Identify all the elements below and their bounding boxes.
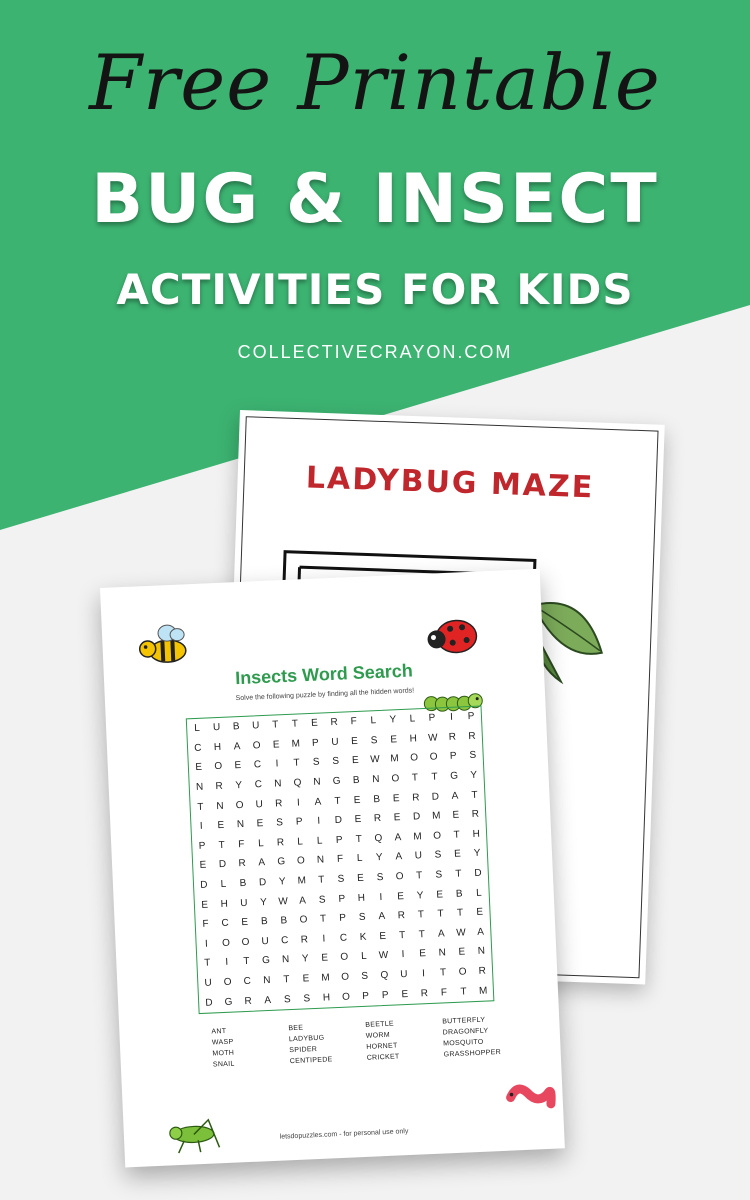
grid-cell: G [261,955,271,967]
grid-cell: U [261,935,270,948]
grid-cell: T [272,719,279,731]
grid-cell: C [243,975,252,988]
grid-cell: B [455,888,463,900]
grid-cell: A [437,928,445,940]
grid-cell: P [339,912,347,925]
grid-cell: P [311,737,319,749]
grid-cell: O [409,752,419,765]
footer-text: letsdopuzzles.com - for personal use only [279,1128,409,1141]
grid-cell: P [467,711,475,723]
word-item: BEETLE [365,1020,395,1029]
grid-cell: E [452,809,460,822]
grid-cell: E [201,899,209,911]
grid-cell: S [283,993,291,1006]
grid-cell: E [321,952,329,965]
grid-cell: D [431,791,440,803]
grid-cell: B [260,916,268,928]
grid-cell: E [350,735,359,748]
grid-cell: E [379,930,387,943]
grid-cell: R [274,797,283,810]
grid-cell: A [394,831,402,844]
grid-cell: T [334,795,341,807]
grid-cell: L [257,837,264,850]
grid-cell: E [195,762,203,774]
grid-cell: R [276,837,285,849]
grid-cell: D [334,814,343,827]
word-search-grid [186,705,495,1014]
grid-cell: L [220,878,227,891]
grid-cell: B [239,877,247,890]
grid-cell: E [217,820,225,832]
word-column [442,1015,513,1058]
grid-cell: T [439,967,447,979]
grid-cell: W [427,732,438,744]
grid-cell: T [203,958,211,970]
grid-cell: U [255,798,264,811]
grid-cell: R [478,965,487,977]
grid-cell: U [414,850,423,863]
grid-cell: C [280,935,289,947]
grid-cell: O [296,855,306,868]
grid-cell: N [438,947,447,960]
grid-cell: O [395,871,404,883]
maze-title: LADYBUG MAZE [305,460,595,506]
grid-cell: T [453,829,460,841]
grid-cell: E [436,889,444,901]
word-item: CENTIPEDE [289,1056,333,1066]
grid-cell: L [316,835,323,847]
grid-cell: N [313,776,321,788]
word-item: GRASSHOPPER [443,1048,502,1059]
grid-cell: T [398,929,406,942]
grid-cell: T [437,908,444,920]
grid-cell: E [458,946,466,959]
grid-cell: N [477,946,486,958]
grid-cell: N [316,854,325,867]
grid-cell: B [280,915,288,927]
grid-cell: R [397,910,406,922]
grid-cell: N [281,954,290,966]
grid-cell: Y [259,896,268,908]
grid-cell: S [376,872,384,884]
grid-cell: T [415,870,423,882]
ladybug-icon [423,612,480,659]
word-item: BUTTERFLY [442,1016,486,1026]
grid-cell: S [358,912,366,924]
grid-cell: U [240,897,248,909]
grid-cell: Y [470,769,478,782]
grid-cell: M [291,738,301,750]
grasshopper-icon [163,1113,225,1156]
grid-cell: R [244,995,253,1007]
grid-cell: A [378,911,386,923]
site-url: COLLECTIVECRAYON.COM [237,342,513,362]
grid-cell: M [413,831,422,843]
grid-cell: F [350,716,357,728]
word-item: HORNET [366,1042,398,1051]
grid-cell: A [476,926,485,938]
grid-cell: M [297,875,307,887]
grid-cell: W [378,950,389,962]
grid-cell: L [360,951,367,963]
grid-cell: T [291,718,299,731]
grid-cell: E [476,906,484,919]
grid-cell: B [352,774,360,787]
grid-cell: S [276,817,284,829]
grid-cell: E [302,973,310,985]
script-title: Free Printable [89,38,661,127]
grid-cell: R [300,934,309,946]
word-item: CRICKET [366,1053,400,1062]
word-column [365,1019,436,1062]
grid-cell: U [212,722,221,734]
grid-cell: T [318,874,325,886]
grid-cell: D [205,997,213,1009]
grid-cell: O [299,914,308,926]
grid-cell: G [450,770,459,782]
grid-cell: D [412,811,421,823]
grid-cell: B [232,721,240,733]
grid-cell: R [471,808,480,821]
grid-cell: N [216,800,224,812]
grid-cell: E [401,988,409,1000]
word-item: SNAIL [212,1060,235,1069]
grid-cell: A [299,895,307,907]
grid-cell: S [312,757,320,769]
grid-cell: G [277,856,286,869]
grid-cell: L [194,723,201,735]
grid-cell: I [379,891,383,903]
grid-cell: U [331,736,339,748]
grid-cell: S [361,970,369,983]
grid-cell: H [322,992,331,1004]
grid-cell: T [418,929,426,941]
grid-cell: A [264,994,272,1006]
grid-cell: E [241,917,249,929]
grid-cell: O [432,830,442,842]
grid-cell: T [411,772,419,784]
grid-cell: T [417,909,425,921]
grid-cell: Y [375,852,383,864]
grid-cell: O [235,799,244,811]
grid-cell: L [356,853,363,865]
grid-cell: E [356,872,365,885]
grid-cell: R [468,730,476,742]
grid-cell: C [221,918,229,930]
grid-cell: E [199,860,207,872]
grid-cell: N [236,819,245,831]
word-column [288,1022,359,1065]
grid-cell: O [341,971,350,983]
grid-cell: G [224,996,233,1008]
word-item: BEE [288,1024,304,1033]
grid-cell: I [199,821,203,833]
grid-cell: T [456,907,464,920]
grid-cell: H [220,898,229,910]
word-search-page [100,569,565,1168]
grid-cell: Q [293,777,302,789]
grid-cell: U [251,720,260,732]
grid-cell: S [469,750,477,762]
grid-cell: C [194,742,202,754]
grid-cell: A [314,796,322,808]
grid-cell: A [451,790,459,802]
word-item: DRAGONFLY [442,1027,489,1037]
grid-cell: E [256,818,264,830]
grid-cell: R [330,717,338,729]
grid-cell: M [390,753,399,765]
grid-cell: D [474,867,482,880]
grid-cell: T [197,801,204,813]
grid-cell: I [449,712,454,724]
grid-cell: R [411,791,420,804]
grid-cell: E [310,717,319,730]
grid-cell: E [354,814,362,826]
main-title: BUG & INSECT [91,160,659,239]
grid-cell: E [351,755,359,767]
grid-cell: Y [473,848,481,860]
grid-cell: O [340,952,349,964]
grid-cell: S [303,992,311,1005]
bee-icon [132,622,194,670]
grid-cell: T [471,789,478,801]
grid-cell: O [221,937,231,949]
grid-cell: N [371,774,380,786]
grid-cell: R [420,987,429,1000]
grid-cell: T [319,913,327,926]
grid-cell: E [272,739,280,751]
grid-cell: T [455,868,462,880]
grid-cell: G [332,775,341,788]
grid-cell: T [283,974,290,986]
grid-cell: P [428,712,436,725]
grid-cell: M [431,810,441,823]
grid-cell: I [401,949,405,961]
grid-cell: H [213,741,222,754]
grid-cell: S [370,734,378,747]
grid-cell: Y [416,889,424,902]
grid-cell: P [295,816,303,828]
grid-cell: H [472,828,481,840]
grid-cell: A [258,857,266,869]
word-item: ANT [211,1027,227,1036]
word-item: SPIDER [289,1045,318,1055]
grid-cell: N [195,781,204,794]
grid-cell: L [370,715,377,727]
grid-cell: O [341,991,351,1003]
grid-cell: T [293,757,300,770]
grid-cell: L [297,836,304,848]
grid-cell: T [243,956,250,968]
grid-cell: P [335,834,343,846]
grid-cell: O [223,976,232,989]
grid-cell: H [357,892,366,904]
grid-cell: M [478,985,488,997]
grid-cell: S [434,849,442,862]
grid-cell: O [241,936,250,949]
grid-cell: S [332,756,340,768]
grid-cell: F [202,918,209,931]
grid-cell: O [458,966,467,978]
grid-cell: T [218,839,226,851]
grid-cell: R [448,731,457,743]
subtitle: ACTIVITIES FOR KIDS [116,265,634,314]
grid-cell: I [322,933,326,945]
grid-cell: C [339,932,348,944]
grid-cell: D [200,879,208,891]
grid-cell: I [317,815,321,828]
grid-cell: Q [374,832,383,845]
grid-cell: D [258,877,267,889]
word-item: MOSQUITO [443,1038,484,1048]
word-item: WORM [365,1031,391,1040]
worm-icon [502,1074,559,1116]
grid-cell: I [225,957,229,969]
grid-cell: E [453,849,462,861]
word-list [211,1015,512,1068]
grid-cell: M [321,972,331,984]
word-search-instructions: Solve the following puzzle by finding all the hidden words! [235,687,415,703]
grid-cell: I [296,797,300,809]
grid-cell: O [391,773,400,785]
grid-cell: I [275,758,279,770]
grid-cell: E [419,948,427,960]
word-item: WASP [211,1038,234,1047]
grid-cell: Y [278,876,286,888]
grid-cell: W [456,927,466,939]
grid-cell: C [253,759,262,771]
grid-cell: P [381,989,389,1001]
grid-cell: B [373,793,381,805]
grid-cell: Q [380,969,389,982]
grid-cell: P [449,751,457,763]
grid-cell: P [198,840,206,852]
grid-cell: S [435,869,443,881]
grid-cell: R [215,780,224,793]
grid-cell: T [460,986,467,998]
grid-cell: F [336,854,344,866]
grid-cell: T [431,771,438,783]
grid-cell: I [204,938,209,950]
grid-cell: E [234,760,242,772]
grid-cell: F [238,838,245,851]
grid-cell: P [338,893,346,905]
grid-cell: K [359,931,367,943]
grid-cell: Y [389,714,397,726]
grid-cell: E [393,812,401,824]
grid-cell: A [395,851,403,863]
grid-cell: L [409,713,416,725]
grid-cell: P [362,990,370,1002]
grid-cell: E [353,794,361,806]
grid-cell: N [263,975,271,987]
word-search-title: Insects Word Search [234,660,414,689]
grid-cell: E [390,734,398,746]
grid-cell: F [440,986,448,999]
grid-cell: L [475,887,482,899]
grid-cell: A [233,740,241,753]
grid-cell: O [429,751,438,764]
grid-cell: U [204,977,212,989]
grid-cell: O [252,740,261,752]
grid-cell: D [218,859,227,871]
word-item: LADYBUG [288,1034,325,1044]
grid-cell: O [214,761,223,773]
grid-cell: E [392,792,400,805]
grid-cell: S [337,873,345,886]
grid-cell: T [355,833,363,845]
grid-cell: Y [235,780,243,792]
grid-cell: E [396,890,405,903]
grid-cell: U [400,969,408,981]
grid-cell: C [254,779,263,791]
grid-cell: S [318,894,326,906]
grid-cell: Y [301,953,309,966]
grid-cell: H [409,733,418,745]
grid-cell: N [274,778,282,790]
word-item: MOTH [212,1049,235,1058]
word-column [211,1026,282,1069]
grid-cell: R [373,813,382,825]
grid-cell: W [370,754,380,766]
grid-cell: R [238,858,247,870]
grid-cell: W [278,895,289,908]
grid-cell: I [421,968,426,980]
